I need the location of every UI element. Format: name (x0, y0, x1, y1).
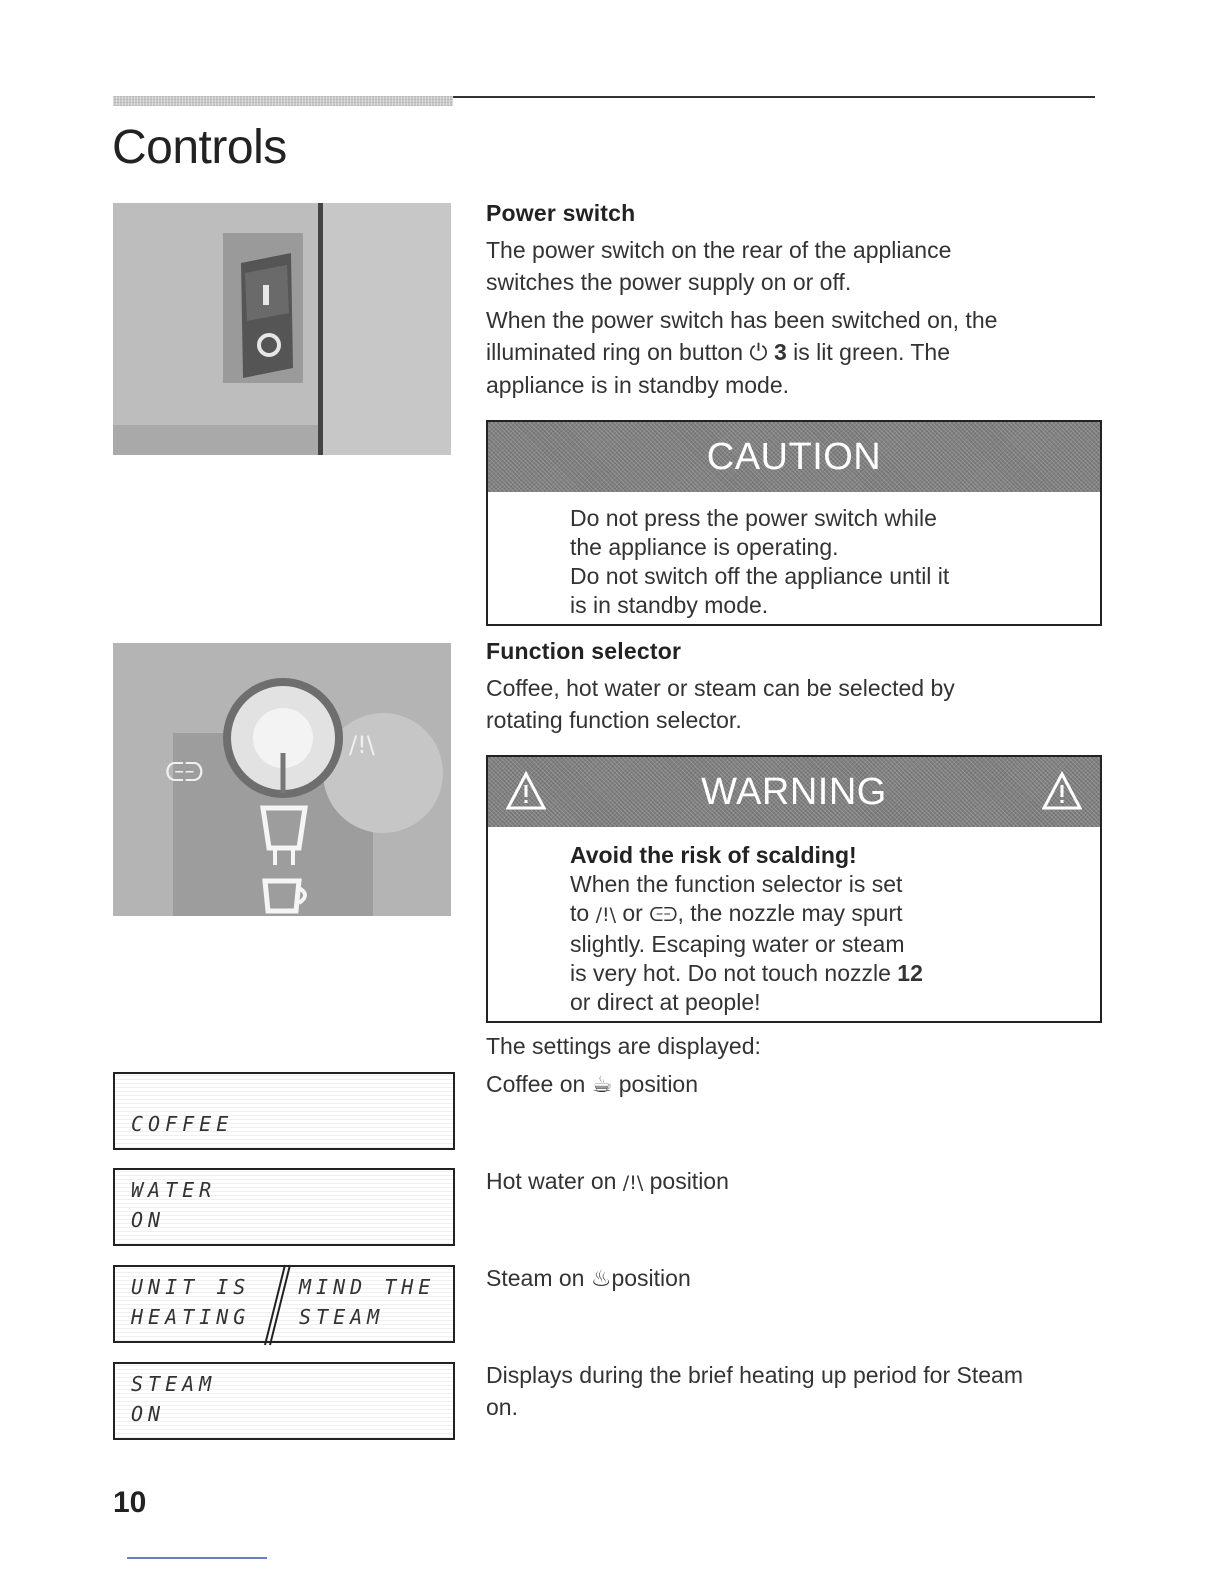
function-selector-text: rotating function selector. (486, 707, 742, 733)
power-switch-text: When the power switch has been switched on, the (486, 307, 998, 333)
power-switch-text: The power switch on the rear of the appliance (486, 237, 952, 263)
steam-icon: ᕮᕭ (649, 904, 678, 926)
lcd-water (113, 1168, 455, 1246)
power-switch-illustration (113, 203, 451, 455)
power-switch-section (486, 200, 1106, 401)
svg-text:/!\: /!\ (349, 731, 375, 759)
warning-line: When the function selector is set (570, 871, 903, 897)
function-selector-heading: Function selector (486, 638, 682, 664)
lcd-coffee (113, 1072, 455, 1150)
header-bar (113, 96, 453, 106)
lcd-steam (113, 1362, 455, 1440)
power-switch-text: appliance is in standby mode. (486, 372, 790, 398)
footer-line (127, 1557, 267, 1559)
power-switch-heading: Power switch (486, 200, 636, 226)
power-switch-photo (113, 203, 451, 455)
lcd-line: MIND THE (299, 1275, 436, 1299)
text-span: or (616, 900, 650, 926)
caution-box (486, 420, 1102, 626)
setting-hot-water (486, 1165, 729, 1199)
warning-triangle-icon (1042, 771, 1082, 811)
function-selector-illustration (113, 643, 451, 916)
text-span: , the nozzle may spurt (677, 900, 903, 926)
lcd-heating (113, 1265, 455, 1343)
warning-box (486, 755, 1102, 1023)
settings-intro: The settings are displayed: (486, 1033, 761, 1059)
lcd-line: WATER (131, 1178, 217, 1202)
warning-line: slightly. Escaping water or steam (570, 931, 905, 957)
hot-water-icon: /!\ (622, 1172, 644, 1194)
text-span: Steam on (486, 1265, 591, 1291)
setting-heating-note (486, 1359, 1106, 1423)
lcd-line: ON (131, 1208, 166, 1232)
text-span: Coffee on (486, 1071, 592, 1097)
warning-header (488, 757, 1100, 827)
function-selector-section (486, 638, 1106, 736)
function-selector-photo (113, 643, 451, 916)
power-icon: ⏻ (749, 340, 768, 366)
caution-body (488, 492, 1100, 624)
heating-note-line: Displays during the brief heating up period for Steam (486, 1362, 1023, 1388)
caution-line: Do not switch off the appliance until it (570, 563, 950, 589)
text-span: position (643, 1168, 729, 1194)
heating-note-line: on. (486, 1394, 518, 1420)
text-span: Hot water on (486, 1168, 623, 1194)
text-span: to (570, 900, 596, 926)
hot-water-icon: /!\ (595, 904, 616, 926)
alternating-display-divider (261, 1263, 291, 1347)
power-switch-text: switches the power supply on or off. (486, 269, 852, 295)
text-span: is lit green. The (786, 339, 950, 365)
power-switch-text (486, 336, 1106, 369)
steam-icon: ♨ (590, 1266, 612, 1292)
warning-subheading: Avoid the risk of scalding! (570, 842, 857, 868)
setting-coffee (486, 1068, 698, 1101)
setting-steam (486, 1262, 691, 1295)
caution-title: CAUTION (706, 435, 882, 478)
warning-line (570, 899, 1100, 930)
lcd-line: ON (131, 1402, 166, 1426)
lcd-line: HEATING (131, 1305, 251, 1329)
page-number: 10 (113, 1486, 147, 1519)
cup-icon: ☕ (591, 1072, 613, 1098)
lcd-line: UNIT IS (131, 1275, 251, 1299)
page-title: Controls (112, 121, 287, 174)
header-rule (453, 96, 1095, 98)
text-span: position (612, 1071, 699, 1097)
lcd-line: STEAM (299, 1305, 385, 1329)
text-span: illuminated ring on button (486, 339, 750, 365)
caution-line: Do not press the power switch while (570, 505, 937, 531)
warning-body (488, 827, 1100, 1021)
lcd-line: STEAM (131, 1372, 217, 1396)
caution-line: is in standby mode. (570, 592, 769, 618)
nozzle-number: 12 (897, 960, 923, 986)
text-span: position (611, 1265, 691, 1291)
warning-line: or direct at people! (570, 989, 761, 1015)
warning-triangle-icon (506, 771, 546, 811)
caution-line: the appliance is operating. (570, 534, 839, 560)
function-selector-text: Coffee, hot water or steam can be selected by (486, 675, 955, 701)
warning-title: WARNING (701, 770, 887, 813)
button-number: 3 (773, 339, 787, 365)
text-span: is very hot. Do not touch nozzle (570, 960, 898, 986)
caution-header (488, 422, 1100, 492)
warning-line (570, 959, 1100, 988)
lcd-line: COFFEE (131, 1112, 234, 1136)
svg-text:ᕮᕭ: ᕮᕭ (165, 758, 204, 788)
